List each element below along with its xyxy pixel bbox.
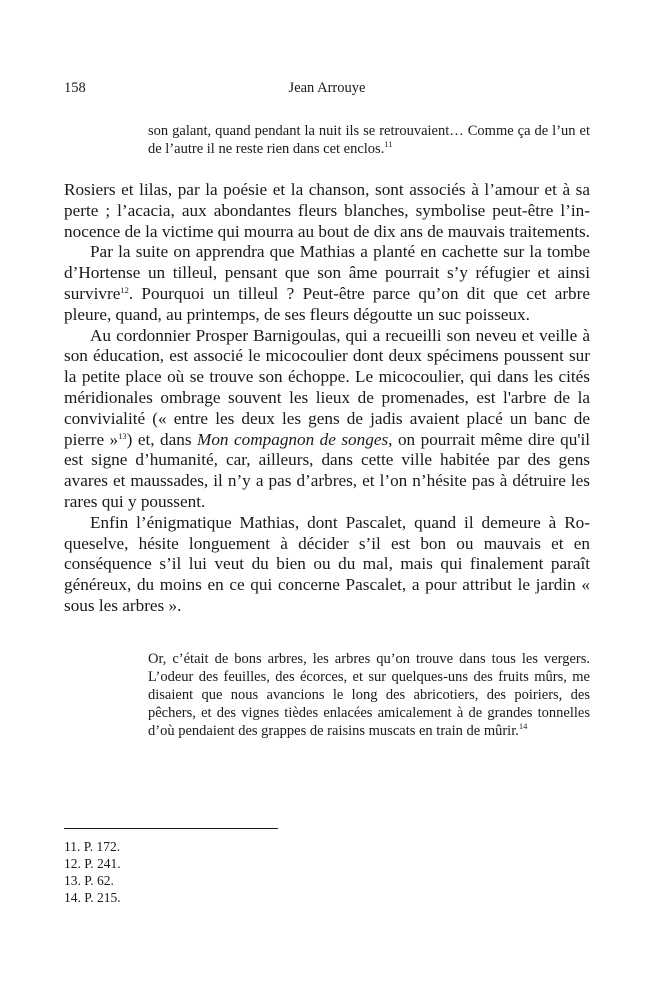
footnote-separator bbox=[64, 828, 278, 829]
footnote-ref-12[interactable]: 12 bbox=[120, 284, 129, 295]
paragraph-3 bbox=[64, 326, 590, 513]
running-head-author: Jean Arrouye bbox=[288, 80, 366, 96]
paragraph-3-text-a: Au cordonnier Prosper Barnigoulas, qui a recueilli son neveu et veille à son éducation, est associé le micocoulier dont deux spécimens poussent sur la petite place où se trouve son échoppe. Le micocoulier, qui dans les cités méridionales ombrage souvent les lieux de promenades, est l'arbre de la convivialité (« entre les deux les gens de jadis avaient placé un banc de pierre » bbox=[64, 325, 590, 449]
paragraph-2-text-b: . Pourquoi un tilleul ? Peut-être parce qu’on dit que cet arbre pleure, quand, au printemps, de ses fleurs dégoutte un suc poisseux. bbox=[64, 283, 590, 324]
footnote-14: 14. P. 215. bbox=[64, 890, 121, 905]
footnote-ref-14[interactable]: 14 bbox=[518, 721, 528, 731]
footnote-12: 12. P. 241. bbox=[64, 856, 121, 871]
footnotes bbox=[64, 838, 121, 906]
footnote-ref-13[interactable]: 13 bbox=[118, 430, 127, 441]
paragraph-2 bbox=[64, 242, 590, 325]
block-quote-top bbox=[148, 122, 590, 158]
paragraph-4: Enfin l’énigmatique Mathias, dont Pascalet, quand il demeure à Roqueselve, hésite longuement à décider s’il est bon ou mauvais et en conséquence s’il lui veut du bien ou du mal, mais qui finalement paraît généreux, du moins en ce qui concerne Pascalet, a pour attribut le jardin « sous les arbres ». bbox=[64, 512, 590, 615]
page-number: 158 bbox=[64, 80, 86, 96]
paragraph-1: Rosiers et lilas, par la poésie et la chanson, sont associés à l’amour et à sa perte ; l’acacia, aux abondantes fleurs blanches, symbolise peut-être l’innocence de la victime qui mourra au bout de dix ans de mauvais traitements. bbox=[64, 180, 590, 241]
quote-top-text: son galant, quand pendant la nuit ils se retrouvaient… Comme ça de l’un et de l’autre il ne reste rien dans cet enclos. bbox=[148, 123, 590, 157]
footnote-13: 13. P. 62. bbox=[64, 873, 114, 888]
footnote-11: 11. P. 172. bbox=[64, 839, 121, 854]
block-quote-bottom bbox=[148, 650, 590, 740]
paragraph-3-text-b: ) et, dans bbox=[126, 429, 198, 449]
book-title: Mon compagnon de songes, bbox=[197, 429, 393, 449]
footnote-ref-11[interactable]: 11 bbox=[384, 139, 393, 149]
running-head bbox=[64, 80, 590, 100]
paragraph-2-text-a: Par la suite on apprendra que Mathias a planté en cachette sur la tombe d’Hortense un tilleul, pensant que son âme pourrait s’y réfugier et ainsi survivre bbox=[64, 242, 590, 303]
paragraph-3-text-c: on pourrait même dire qu'il est signe d’humanité, car, ailleurs, dans cette ville habitée par des gens avares et maussades, il n’y a pas d’arbres, et l’on n’hésite pas à détruire les rares qui y poussent. bbox=[64, 429, 590, 511]
body-text bbox=[64, 180, 590, 617]
quote-bottom-text: Or, c’était de bons arbres, les arbres qu’on trouve dans tous les vergers. L’odeur des feuilles, des écorces, et sur quelques-uns des fruits mûrs, me disaient que nous avancions le long des abricotiers, des poiriers, des pêchers, et des vignes tièdes enlacées amicalement à de grandes tonnelles d’où pendaient des grappes de raisins muscats en train de mûrir. bbox=[148, 651, 590, 739]
